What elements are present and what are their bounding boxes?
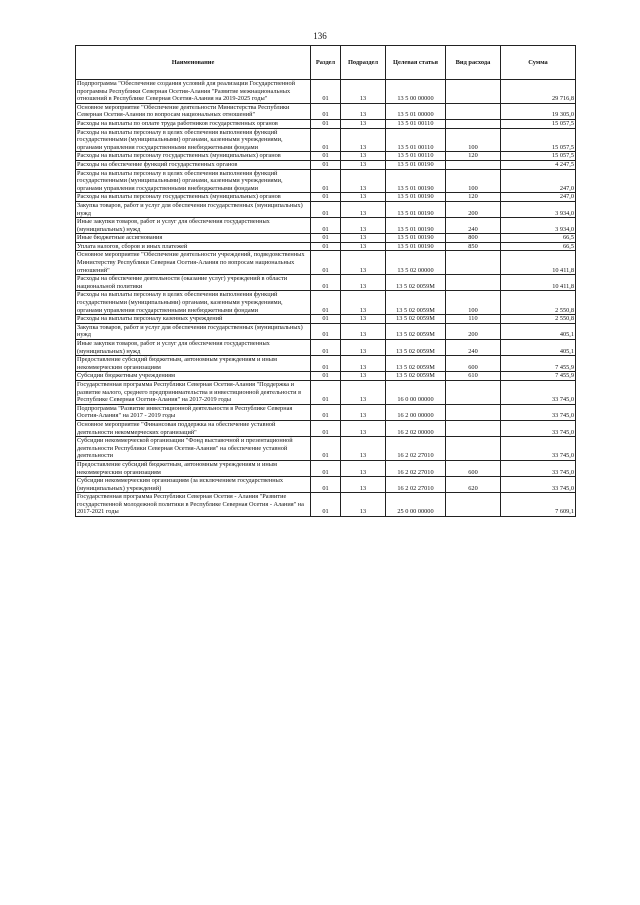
cell-target: 13 5 02 0059М bbox=[386, 291, 446, 315]
cell-razdel: 01 bbox=[311, 315, 341, 324]
page-number: 136 bbox=[313, 31, 327, 41]
cell-razdel: 01 bbox=[311, 218, 341, 234]
cell-vid: 110 bbox=[446, 315, 501, 324]
cell-podrazdel: 13 bbox=[341, 103, 386, 119]
cell-name: Иные закупки товаров, работ и услуг для обеспечения государственных (муниципальных) нужд bbox=[76, 340, 311, 356]
cell-podrazdel: 13 bbox=[341, 234, 386, 243]
cell-podrazdel: 13 bbox=[341, 251, 386, 275]
cell-podrazdel: 13 bbox=[341, 80, 386, 104]
table-row bbox=[76, 201, 576, 217]
table-row bbox=[76, 275, 576, 291]
cell-sum: 405,1 bbox=[501, 323, 576, 339]
cell-sum: 33 745,0 bbox=[501, 404, 576, 420]
table-row bbox=[76, 404, 576, 420]
cell-razdel: 01 bbox=[311, 103, 341, 119]
table-row bbox=[76, 169, 576, 193]
cell-name: Государственная программа Республики Северная Осетия-Алания "Поддержка и развитие малого, среднего предпринимательства и инвестиционной деятельности в Республике Северная Осетия-Алания" на 2017-2019 годы bbox=[76, 380, 311, 404]
cell-razdel: 01 bbox=[311, 169, 341, 193]
table-row bbox=[76, 160, 576, 169]
cell-vid: 120 bbox=[446, 152, 501, 161]
cell-podrazdel: 13 bbox=[341, 119, 386, 128]
table-row bbox=[76, 234, 576, 243]
table-row bbox=[76, 119, 576, 128]
cell-podrazdel: 13 bbox=[341, 460, 386, 476]
cell-sum: 7 455,9 bbox=[501, 372, 576, 381]
cell-vid bbox=[446, 493, 501, 517]
cell-podrazdel: 13 bbox=[341, 291, 386, 315]
cell-podrazdel: 13 bbox=[341, 193, 386, 202]
cell-podrazdel: 13 bbox=[341, 201, 386, 217]
cell-name: Расходы на выплаты персоналу в целях обеспечения выполнения функций государственными (муниципальными) органами, казенными учреждениями, органами управления государственными внебюджетными фондами bbox=[76, 128, 311, 152]
cell-razdel: 01 bbox=[311, 193, 341, 202]
cell-name: Иные бюджетные ассигнования bbox=[76, 234, 311, 243]
cell-target: 13 5 02 0059М bbox=[386, 275, 446, 291]
cell-target: 16 2 02 27010 bbox=[386, 477, 446, 493]
cell-podrazdel: 13 bbox=[341, 380, 386, 404]
cell-razdel: 01 bbox=[311, 80, 341, 104]
cell-razdel: 01 bbox=[311, 323, 341, 339]
cell-vid: 200 bbox=[446, 323, 501, 339]
table-row bbox=[76, 437, 576, 461]
cell-vid: 120 bbox=[446, 193, 501, 202]
table-row bbox=[76, 380, 576, 404]
cell-name: Расходы на выплаты персоналу государственных (муниципальных) органов bbox=[76, 152, 311, 161]
cell-name: Расходы на выплаты персоналу в целях обеспечения выполнения функций государственными (муниципальными) органами, казенными учреждениями, органами управления государственными внебюджетными фондами bbox=[76, 169, 311, 193]
table-row bbox=[76, 128, 576, 152]
cell-razdel: 01 bbox=[311, 420, 341, 436]
cell-vid: 240 bbox=[446, 340, 501, 356]
header-target: Целевая статья bbox=[386, 46, 446, 80]
cell-razdel: 01 bbox=[311, 380, 341, 404]
cell-target: 16 2 02 27010 bbox=[386, 460, 446, 476]
cell-name: Предоставление субсидий бюджетным, автономным учреждениям и иным некоммерческим организациям bbox=[76, 460, 311, 476]
cell-name: Субсидии некоммерческим организациям (за исключением государственных (муниципальных) учреждений) bbox=[76, 477, 311, 493]
table-row bbox=[76, 315, 576, 324]
cell-vid: 100 bbox=[446, 169, 501, 193]
cell-vid: 600 bbox=[446, 460, 501, 476]
cell-vid bbox=[446, 437, 501, 461]
cell-vid bbox=[446, 275, 501, 291]
cell-target: 16 2 02 27010 bbox=[386, 437, 446, 461]
table-row bbox=[76, 152, 576, 161]
cell-name: Расходы на выплаты персоналу государственных (муниципальных) органов bbox=[76, 193, 311, 202]
cell-podrazdel: 13 bbox=[341, 356, 386, 372]
cell-sum: 7 455,9 bbox=[501, 356, 576, 372]
cell-name: Государственная программа Республики Северная Осетия - Алания "Развитие государственной молодежной политики в Республике Северная Осетия - Алания" на 2017-2021 годы bbox=[76, 493, 311, 517]
cell-vid: 200 bbox=[446, 201, 501, 217]
cell-vid: 100 bbox=[446, 291, 501, 315]
cell-sum: 4 247,5 bbox=[501, 160, 576, 169]
cell-name: Подпрограмма "Развитие инвестиционной деятельности в Республике Северная Осетия-Алания" на 2017 - 2019 годы bbox=[76, 404, 311, 420]
cell-target: 13 5 01 00190 bbox=[386, 193, 446, 202]
cell-sum: 33 745,0 bbox=[501, 420, 576, 436]
cell-target: 13 5 01 00190 bbox=[386, 160, 446, 169]
cell-razdel: 01 bbox=[311, 404, 341, 420]
cell-razdel: 01 bbox=[311, 242, 341, 251]
cell-target: 13 5 01 00110 bbox=[386, 128, 446, 152]
cell-sum: 2 550,8 bbox=[501, 291, 576, 315]
cell-razdel: 01 bbox=[311, 356, 341, 372]
table-row bbox=[76, 251, 576, 275]
cell-vid: 600 bbox=[446, 356, 501, 372]
table-row bbox=[76, 323, 576, 339]
cell-sum: 15 057,5 bbox=[501, 119, 576, 128]
cell-podrazdel: 13 bbox=[341, 420, 386, 436]
cell-podrazdel: 13 bbox=[341, 340, 386, 356]
cell-podrazdel: 13 bbox=[341, 128, 386, 152]
cell-sum: 10 411,8 bbox=[501, 275, 576, 291]
cell-razdel: 01 bbox=[311, 152, 341, 161]
cell-vid: 850 bbox=[446, 242, 501, 251]
cell-target: 13 5 01 00110 bbox=[386, 152, 446, 161]
cell-sum: 66,5 bbox=[501, 242, 576, 251]
table-row bbox=[76, 291, 576, 315]
cell-target: 13 5 01 00110 bbox=[386, 119, 446, 128]
table-row bbox=[76, 372, 576, 381]
cell-target: 13 5 01 00000 bbox=[386, 103, 446, 119]
table-header-row bbox=[76, 46, 576, 80]
header-name: Наименование bbox=[76, 46, 311, 80]
cell-name: Закупка товаров, работ и услуг для обеспечения государственных (муниципальных) нужд bbox=[76, 323, 311, 339]
cell-name: Расходы на обеспечение деятельности (оказание услуг) учреждений в области национальной политики bbox=[76, 275, 311, 291]
cell-podrazdel: 13 bbox=[341, 242, 386, 251]
table-row bbox=[76, 242, 576, 251]
cell-target: 16 0 00 00000 bbox=[386, 380, 446, 404]
cell-vid bbox=[446, 160, 501, 169]
cell-name: Субсидии бюджетным учреждениям bbox=[76, 372, 311, 381]
cell-razdel: 01 bbox=[311, 251, 341, 275]
cell-razdel: 01 bbox=[311, 477, 341, 493]
cell-podrazdel: 13 bbox=[341, 169, 386, 193]
cell-razdel: 01 bbox=[311, 291, 341, 315]
cell-sum: 19 305,0 bbox=[501, 103, 576, 119]
cell-sum: 33 745,0 bbox=[501, 460, 576, 476]
cell-target: 13 5 00 00000 bbox=[386, 80, 446, 104]
cell-sum: 33 745,0 bbox=[501, 380, 576, 404]
cell-name: Основное мероприятие "Обеспечение деятельности Министерства Республики Северная Осетия-Алания по вопросам национальных отношений" bbox=[76, 103, 311, 119]
cell-name: Основное мероприятие "Финансовая поддержка на обеспечение уставной деятельности некоммерческих организаций" bbox=[76, 420, 311, 436]
cell-sum: 405,1 bbox=[501, 340, 576, 356]
cell-razdel: 01 bbox=[311, 275, 341, 291]
cell-sum: 33 745,0 bbox=[501, 437, 576, 461]
cell-sum: 247,0 bbox=[501, 193, 576, 202]
cell-podrazdel: 13 bbox=[341, 275, 386, 291]
cell-sum: 15 057,5 bbox=[501, 152, 576, 161]
cell-vid bbox=[446, 404, 501, 420]
cell-target: 13 5 01 00190 bbox=[386, 201, 446, 217]
cell-target: 13 5 01 00190 bbox=[386, 169, 446, 193]
cell-sum: 3 934,0 bbox=[501, 218, 576, 234]
cell-target: 13 5 02 0059М bbox=[386, 315, 446, 324]
cell-target: 13 5 02 0059М bbox=[386, 340, 446, 356]
cell-razdel: 01 bbox=[311, 460, 341, 476]
cell-razdel: 01 bbox=[311, 234, 341, 243]
cell-podrazdel: 13 bbox=[341, 315, 386, 324]
cell-name: Расходы на обеспечение функций государственных органов bbox=[76, 160, 311, 169]
cell-sum: 3 934,0 bbox=[501, 201, 576, 217]
cell-vid bbox=[446, 420, 501, 436]
cell-sum: 33 745,0 bbox=[501, 477, 576, 493]
cell-vid bbox=[446, 103, 501, 119]
header-razdel: Раздел bbox=[311, 46, 341, 80]
cell-razdel: 01 bbox=[311, 160, 341, 169]
table-row bbox=[76, 460, 576, 476]
cell-name: Расходы на выплаты персоналу в целях обеспечения выполнения функций государственными (муниципальными) органами, казенными учреждениями, органами управления государственными внебюджетными фондами bbox=[76, 291, 311, 315]
cell-target: 13 5 01 00190 bbox=[386, 218, 446, 234]
cell-sum: 29 716,8 bbox=[501, 80, 576, 104]
cell-vid: 240 bbox=[446, 218, 501, 234]
cell-name: Предоставление субсидий бюджетным, автономным учреждениям и иным некоммерческим организациям bbox=[76, 356, 311, 372]
cell-vid: 610 bbox=[446, 372, 501, 381]
budget-table bbox=[75, 45, 576, 517]
cell-target: 13 5 02 0059М bbox=[386, 372, 446, 381]
cell-name: Расходы на выплаты персоналу казенных учреждений bbox=[76, 315, 311, 324]
header-podrazdel: Подраздел bbox=[341, 46, 386, 80]
table-row bbox=[76, 80, 576, 104]
cell-podrazdel: 13 bbox=[341, 152, 386, 161]
cell-razdel: 01 bbox=[311, 340, 341, 356]
cell-target: 13 5 02 0059М bbox=[386, 356, 446, 372]
header-vid: Вид расхода bbox=[446, 46, 501, 80]
table-row bbox=[76, 477, 576, 493]
cell-vid: 100 bbox=[446, 128, 501, 152]
cell-name: Подпрограмма "Обеспечение создания условий для реализации Государственной программы Республики Северная Осетия-Алания "Развитие межнациональных отношений в Республике Северная Осетия-Алания на 2019-2025 годы" bbox=[76, 80, 311, 104]
cell-sum: 66,5 bbox=[501, 234, 576, 243]
cell-name: Расходы на выплаты по оплате труда работников государственных органов bbox=[76, 119, 311, 128]
cell-vid: 800 bbox=[446, 234, 501, 243]
cell-sum: 7 609,1 bbox=[501, 493, 576, 517]
cell-target: 16 2 00 00000 bbox=[386, 404, 446, 420]
cell-name: Закупка товаров, работ и услуг для обеспечения государственных (муниципальных) нужд bbox=[76, 201, 311, 217]
table-row bbox=[76, 356, 576, 372]
cell-razdel: 01 bbox=[311, 201, 341, 217]
table-row bbox=[76, 193, 576, 202]
cell-vid bbox=[446, 380, 501, 404]
cell-target: 13 5 02 00000 bbox=[386, 251, 446, 275]
cell-podrazdel: 13 bbox=[341, 404, 386, 420]
cell-target: 13 5 01 00190 bbox=[386, 234, 446, 243]
cell-vid: 620 bbox=[446, 477, 501, 493]
cell-podrazdel: 13 bbox=[341, 160, 386, 169]
table-row bbox=[76, 340, 576, 356]
cell-razdel: 01 bbox=[311, 493, 341, 517]
cell-podrazdel: 13 bbox=[341, 437, 386, 461]
cell-podrazdel: 13 bbox=[341, 323, 386, 339]
cell-vid bbox=[446, 251, 501, 275]
cell-vid bbox=[446, 119, 501, 128]
cell-target: 16 2 02 00000 bbox=[386, 420, 446, 436]
cell-razdel: 01 bbox=[311, 119, 341, 128]
table-row bbox=[76, 420, 576, 436]
cell-podrazdel: 13 bbox=[341, 493, 386, 517]
cell-target: 25 0 00 00000 bbox=[386, 493, 446, 517]
header-sum: Сумма bbox=[501, 46, 576, 80]
cell-podrazdel: 13 bbox=[341, 372, 386, 381]
cell-name: Основное мероприятие "Обеспечение деятельности учреждений, подведомственных Министерству Республики Северная Осетия-Алания по вопросам национальных отношений" bbox=[76, 251, 311, 275]
cell-name: Иные закупки товаров, работ и услуг для обеспечения государственных (муниципальных) нужд bbox=[76, 218, 311, 234]
cell-vid bbox=[446, 80, 501, 104]
cell-sum: 2 550,8 bbox=[501, 315, 576, 324]
cell-razdel: 01 bbox=[311, 437, 341, 461]
table-row bbox=[76, 103, 576, 119]
cell-name: Субсидии некоммерческой организации "Фонд выставочной и презентационной деятельности Республики Северная Осетия-Алания" на обеспечение уставной деятельности bbox=[76, 437, 311, 461]
cell-razdel: 01 bbox=[311, 128, 341, 152]
table-row bbox=[76, 493, 576, 517]
cell-sum: 10 411,8 bbox=[501, 251, 576, 275]
table-row bbox=[76, 218, 576, 234]
cell-sum: 247,0 bbox=[501, 169, 576, 193]
cell-razdel: 01 bbox=[311, 372, 341, 381]
cell-podrazdel: 13 bbox=[341, 477, 386, 493]
cell-name: Уплата налогов, сборов и иных платежей bbox=[76, 242, 311, 251]
cell-target: 13 5 01 00190 bbox=[386, 242, 446, 251]
cell-sum: 15 057,5 bbox=[501, 128, 576, 152]
cell-podrazdel: 13 bbox=[341, 218, 386, 234]
cell-target: 13 5 02 0059М bbox=[386, 323, 446, 339]
